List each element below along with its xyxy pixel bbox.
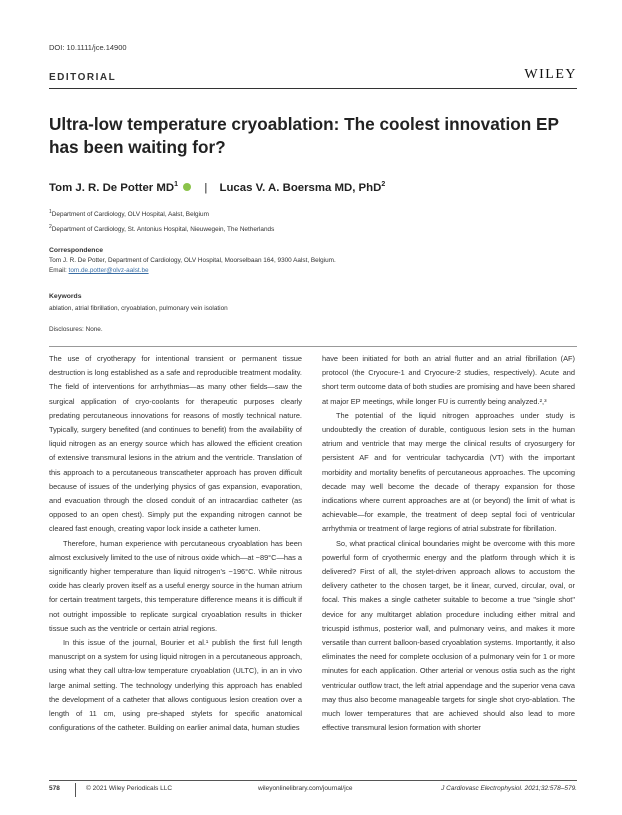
- affiliation-sup: 1: [49, 209, 52, 215]
- affiliation-text: Department of Cardiology, OLV Hospital, Aalst, Belgium: [51, 211, 209, 219]
- author-name: Tom J. R. De Potter MD: [49, 181, 175, 194]
- copyright: © 2021 Wiley Periodicals LLC: [86, 785, 173, 792]
- author-separator: |: [204, 181, 208, 194]
- correspondence-address: Tom J. R. De Potter, Department of Cardiology, OLV Hospital, Moorselbaan 164, 9300 Aalst, Belgium.: [49, 257, 336, 264]
- doi: DOI: 10.1111/jce.14900: [49, 43, 127, 52]
- affiliation: [49, 209, 209, 218]
- affiliation-sup: 2: [49, 224, 52, 230]
- disclosures: Disclosures: None.: [49, 326, 103, 333]
- keywords-heading: Keywords: [49, 293, 82, 300]
- body-column-right: [322, 352, 575, 735]
- body-paragraph: The use of cryotherapy for intentional transient or permanent tissue destruction is long established as a safe and reproducible treatment modality. The field of interventions for arrhythmias—as many other fields—saw the surgical application of cryo-coolants for therapeutic purposes clearly predating percutaneous innovations for reasons of mostly technical nature. Typically, surgery benefited (and continues to benefit) from the availability of liquid nitrogen as an energy source which has allowed the efficient creation of extensive transmural lesions in the atrium and the ventricle. Translation of this approach to a percutaneous transcatheter approach has proven difficult because of issues of the underlying physics of gas expansion, evaporation, and evacuation through the closed conduit of an intracardiac catheter (as opposed to an open chest). Simply put the expanding nitrogen cannot be cleared fast enough, creating vapor lock inside a catheter lumen.: [49, 354, 302, 534]
- body-paragraph: So, what practical clinical boundaries might be overcome with this more powerful form of cryothermic energy and the platform through which it is delivered? First of all, the stylet-driven approach allows to accustom the delivery catheter to the chosen target, be it linear, curved, circular, oval, or focal. This makes a single catheter suitable to become a true "single shot" device for any multitarget ablation procedure including either mitral and tricuspid isthmus, posterior wall, and pulmonary veins, and makes it more versatile than current balloon-based cryoablation systems. Importantly, it also eliminates the need for complete occlusion of a pulmonary vein for 1 or more minutes for each application. Other arterial or venous ostia such as the right ventricular outflow tract, the left atrial appendage and the superior vena cava may thus also become manageable targets for single shot cryo-ablation. The much lower temperatures that are achieved should also lead to more effective transmural lesion formation with shorter: [322, 538, 575, 733]
- journal-url[interactable]: wileyonlinelibrary.com/journal/jce: [258, 785, 353, 792]
- author-name: Lucas V. A. Boersma MD, PhD: [219, 181, 382, 194]
- section-label: EDITORIAL: [49, 72, 117, 83]
- author-list: [49, 181, 385, 194]
- correspondence-heading: Correspondence: [49, 247, 104, 254]
- correspondence-email: [49, 267, 149, 274]
- body-paragraph: The potential of the liquid nitrogen approaches under study is undoubtedly the creation of durable, contiguous lesion sets in the human atrium and ventricle that may merge the clinical results of cryosurgery for persistent AF and for ventricular tachycardia (VT) with the important morbidity and mortality benefits of percutaneous approaches. The upcoming decade may well become the decade of therapy expansion for those indications where current approaches are at (or beyond) the limit of what is achievable—for example, the treatment of deep septal foci of ventricular arrhythmia or treatment of large regions of atrial substrate for fibrillation.: [322, 410, 575, 534]
- author-sup: 2: [381, 181, 386, 188]
- body-paragraph: In this issue of the journal, Bourier et al.¹ publish the first full length manuscript on a system for using liquid nitrogen in a percutaneous approach, using what they call ultra-low temperature cryoablation (ULTC), in an in vivo large animal setting. The technology underlying this approach has enabled the development of a catheter that allows contiguous lesion creation over a length of 11 cm, using pre-shaped stylets for specific anatomical configurations of the catheter. Building on earlier animal data, human studies: [49, 638, 302, 733]
- article-title: Ultra-low temperature cryoablation: The coolest innovation EP has been waiting for?: [49, 114, 559, 157]
- page-number: 578: [49, 785, 60, 792]
- journal-citation: J Cardiovasc Electrophysiol. 2021;32:578–579.: [441, 785, 577, 792]
- publisher-logo: WILEY: [524, 67, 577, 82]
- keywords-text: ablation, atrial fibrillation, cryoablation, pulmonary vein isolation: [49, 305, 228, 312]
- body-rule: [49, 346, 577, 347]
- body-column-left: [49, 352, 302, 735]
- body-paragraph: have been initiated for both an atrial flutter and an atrial fibrillation (AF) protocol (the Cryocure-1 and Cryocure-2 studies, respectively). Acute and short term outcome data of both studies are promising and have been shared at major EP meetings, while longer FU is currently being analyzed.²,³: [322, 354, 575, 406]
- footer-rule: [49, 780, 577, 781]
- header-rule: [49, 88, 577, 89]
- orcid-icon[interactable]: [183, 183, 191, 191]
- affiliation: [49, 224, 274, 233]
- footer-divider: [75, 783, 76, 797]
- affiliation-text: Department of Cardiology, St. Antonius Hospital, Nieuwegein, The Netherlands: [51, 226, 275, 234]
- email-link[interactable]: tom.de.potter@olvz-aalst.be: [68, 267, 149, 274]
- author-sup: 1: [174, 181, 179, 188]
- email-label: Email:: [49, 267, 67, 274]
- body-paragraph: Therefore, human experience with percutaneous cryoablation has been almost exclusively limited to the use of nitrous oxide which—at −89°C—has a significantly higher temperature than liquid nitrogen's −196°C. While nitrous oxide has clearly proven itself as a useful energy source in the human atrium for certain treatment targets, this temperature difference means it is difficult if not outright impossible to replicate surgical cryoablation results in thicker tissue such as the ventricle or certain atrial regions.: [49, 538, 302, 633]
